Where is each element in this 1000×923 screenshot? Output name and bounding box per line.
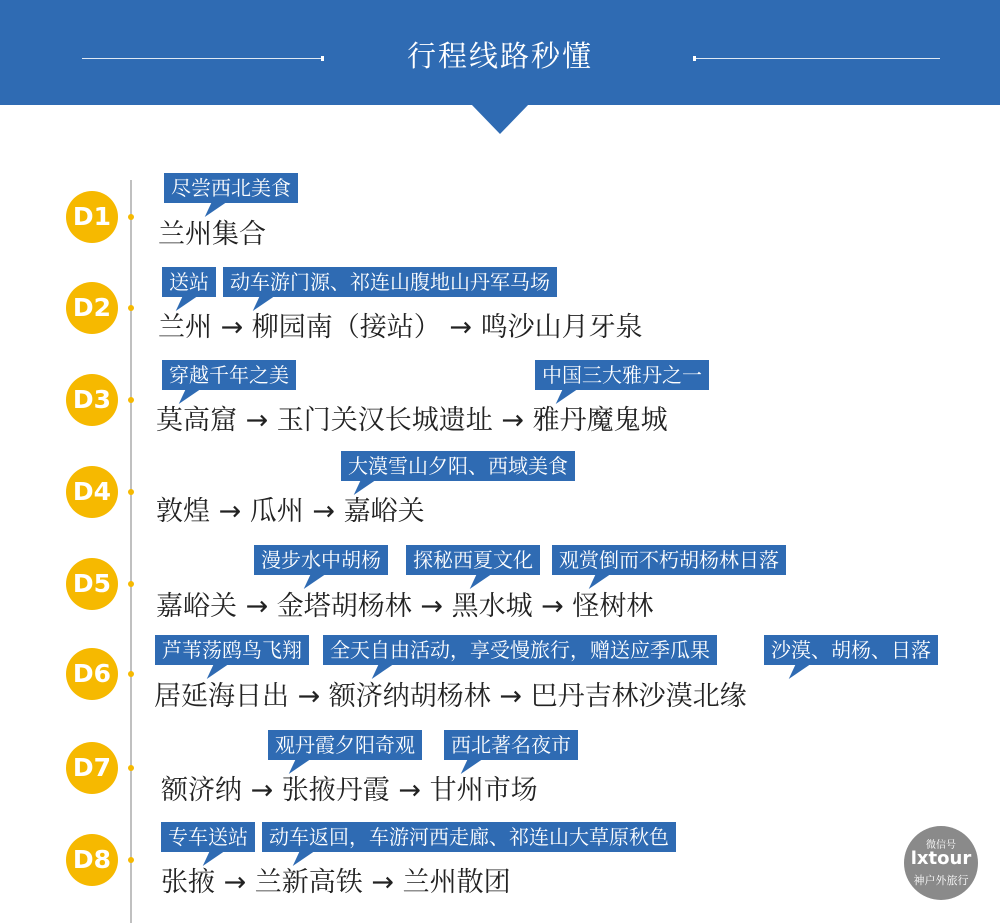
timeline-dot bbox=[128, 305, 134, 311]
timeline-dot bbox=[128, 765, 134, 771]
watermark-logo bbox=[904, 826, 978, 900]
route-tag: 中国三大雅丹之一 bbox=[535, 360, 709, 390]
timeline-dot bbox=[128, 397, 134, 403]
timeline-dot bbox=[128, 489, 134, 495]
route-text-d1: 兰州集合 bbox=[158, 219, 266, 250]
watermark-top: 微信号 bbox=[926, 840, 956, 851]
timeline-dot bbox=[128, 671, 134, 677]
route-tag: 穿越千年之美 bbox=[162, 360, 296, 390]
page-title: 行程线路秒懂 bbox=[406, 39, 593, 73]
day-badge-d6: D6 bbox=[66, 648, 118, 700]
route-text-d7: 额济纳 → 张掖丹霞 → 甘州市场 bbox=[161, 775, 538, 806]
route-text-d4: 敦煌 → 瓜州 → 嘉峪关 bbox=[156, 496, 425, 527]
route-tag: 沙漠、胡杨、日落 bbox=[764, 635, 938, 665]
route-tag: 全天自由活动，享受慢旅行，赠送应季瓜果 bbox=[323, 635, 717, 665]
route-text-d6: 居延海日出 → 额济纳胡杨林 → 巴丹吉林沙漠北缘 bbox=[154, 681, 747, 712]
timeline-dot bbox=[128, 214, 134, 220]
route-tag: 观赏倒而不朽胡杨林日落 bbox=[552, 545, 786, 575]
timeline-line bbox=[130, 180, 132, 923]
watermark-bottom: 神户外旅行 bbox=[913, 874, 969, 887]
route-tag: 漫步水中胡杨 bbox=[254, 545, 388, 575]
route-tag: 动车返回，车游河西走廊、祁连山大草原秋色 bbox=[262, 822, 676, 852]
route-tag: 大漠雪山夕阳、西域美食 bbox=[341, 451, 575, 481]
day-badge-d1: D1 bbox=[66, 191, 118, 243]
route-tag: 动车游门源、祁连山腹地山丹军马场 bbox=[223, 267, 557, 297]
route-tag: 西北著名夜市 bbox=[444, 730, 578, 760]
day-badge-d3: D3 bbox=[66, 374, 118, 426]
route-text-d2: 兰州 → 柳园南（接站） → 鸣沙山月牙泉 bbox=[158, 312, 643, 343]
route-tag: 探秘西夏文化 bbox=[406, 545, 540, 575]
timeline-dot bbox=[128, 857, 134, 863]
route-tag: 芦苇荡鸥鸟飞翔 bbox=[155, 635, 309, 665]
route-tag: 专车送站 bbox=[161, 822, 255, 852]
route-text-d3: 莫高窟 → 玉门关汉长城遗址 → 雅丹魔鬼城 bbox=[156, 405, 668, 436]
header-pointer bbox=[471, 104, 529, 134]
route-tag: 观丹霞夕阳奇观 bbox=[268, 730, 422, 760]
day-badge-d4: D4 bbox=[66, 466, 118, 518]
timeline-dot bbox=[128, 581, 134, 587]
route-text-d5: 嘉峪关 → 金塔胡杨林 → 黑水城 → 怪树林 bbox=[156, 591, 654, 622]
day-badge-d8: D8 bbox=[66, 834, 118, 886]
route-tag: 送站 bbox=[162, 267, 216, 297]
day-badge-d2: D2 bbox=[66, 282, 118, 334]
route-tag: 尽尝西北美食 bbox=[164, 173, 298, 203]
route-text-d8: 张掖 → 兰新高铁 → 兰州散团 bbox=[161, 867, 511, 898]
watermark-main: lxtour bbox=[910, 848, 972, 869]
day-badge-d7: D7 bbox=[66, 742, 118, 794]
day-badge-d5: D5 bbox=[66, 558, 118, 610]
